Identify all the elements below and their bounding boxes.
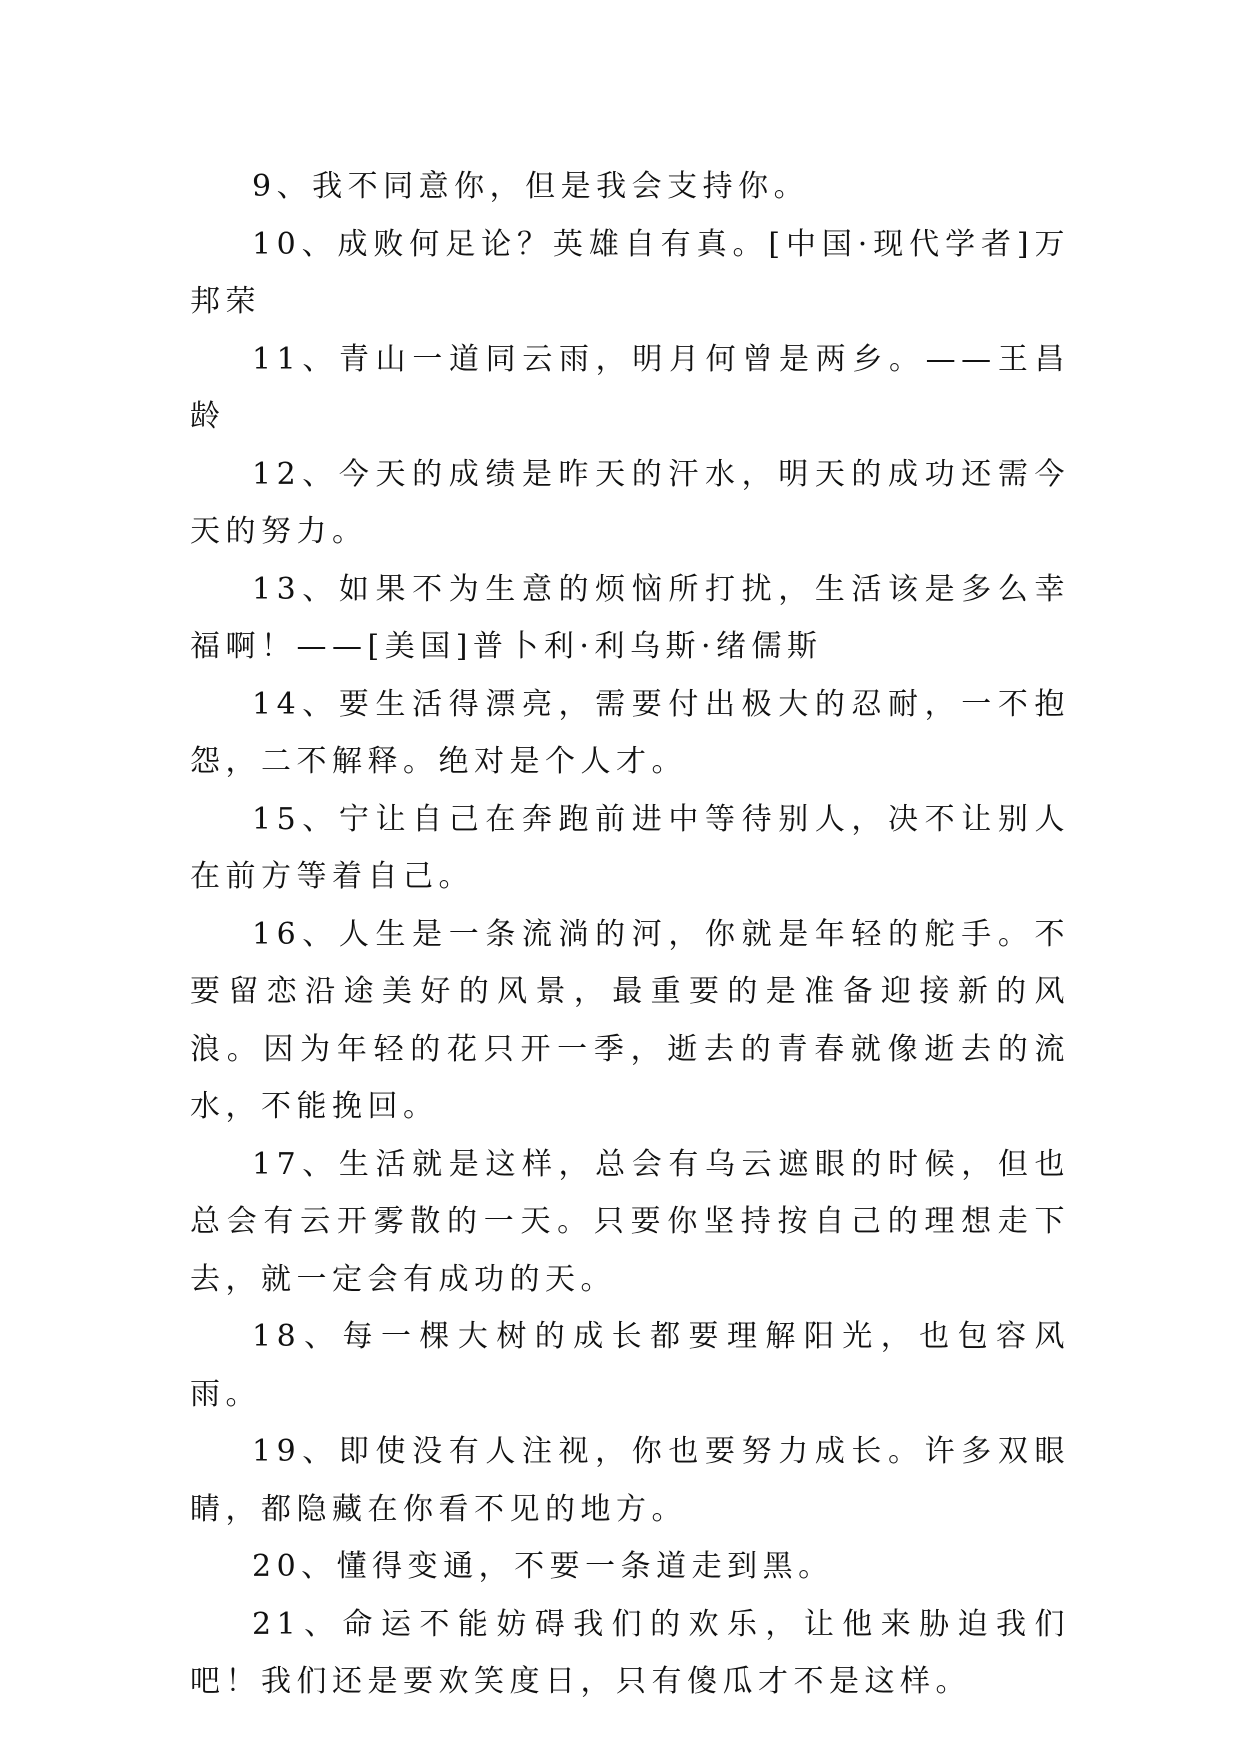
quote-paragraph-15: 15、宁让自己在奔跑前进中等待别人，决不让别人在前方等着自己。 <box>190 801 1070 894</box>
quote-paragraph-18: 18、每一棵大树的成长都要理解阳光，也包容风雨。 <box>190 1319 1070 1412</box>
quote-paragraph-19: 19、即使没有人注视，你也要努力成长。许多双眼睛，都隐藏在你看不见的地方。 <box>190 1434 1070 1527</box>
document-body <box>190 158 1070 1711</box>
quote-paragraph-14: 14、要生活得漂亮，需要付出极大的忍耐，一不抱怨，二不解释。绝对是个人才。 <box>190 686 1070 779</box>
quote-paragraph-13: 13、如果不为生意的烦恼所打扰，生活该是多么幸福啊！——[美国]普卜利·利乌斯·绪儒斯 <box>190 571 1070 664</box>
quote-paragraph-20: 20、懂得变通，不要一条道走到黑。 <box>252 1549 834 1584</box>
quote-paragraph-17: 17、生活就是这样，总会有乌云遮眼的时候，但也总会有云开雾散的一天。只要你坚持按自己的理想走下去，就一定会有成功的天。 <box>190 1146 1070 1297</box>
quote-paragraph-16: 16、人生是一条流淌的河，你就是年轻的舵手。不要留恋沿途美好的风景，最重要的是准备迎接新的风浪。因为年轻的花只开一季，逝去的青春就像逝去的流水，不能挽回。 <box>190 916 1070 1124</box>
quote-paragraph-10: 10、成败何足论？英雄自有真。[中国·现代学者]万邦荣 <box>190 226 1070 319</box>
quote-paragraph-12: 12、今天的成绩是昨天的汗水，明天的成功还需今天的努力。 <box>190 456 1070 549</box>
quote-paragraph-11: 11、青山一道同云雨，明月何曾是两乡。——王昌龄 <box>190 341 1070 434</box>
quote-paragraph-9: 9、我不同意你，但是我会支持你。 <box>252 169 810 204</box>
quote-paragraph-21: 21、命运不能妨碍我们的欢乐，让他来胁迫我们吧！我们还是要欢笑度日，只有傻瓜才不是这样。 <box>190 1606 1070 1699</box>
